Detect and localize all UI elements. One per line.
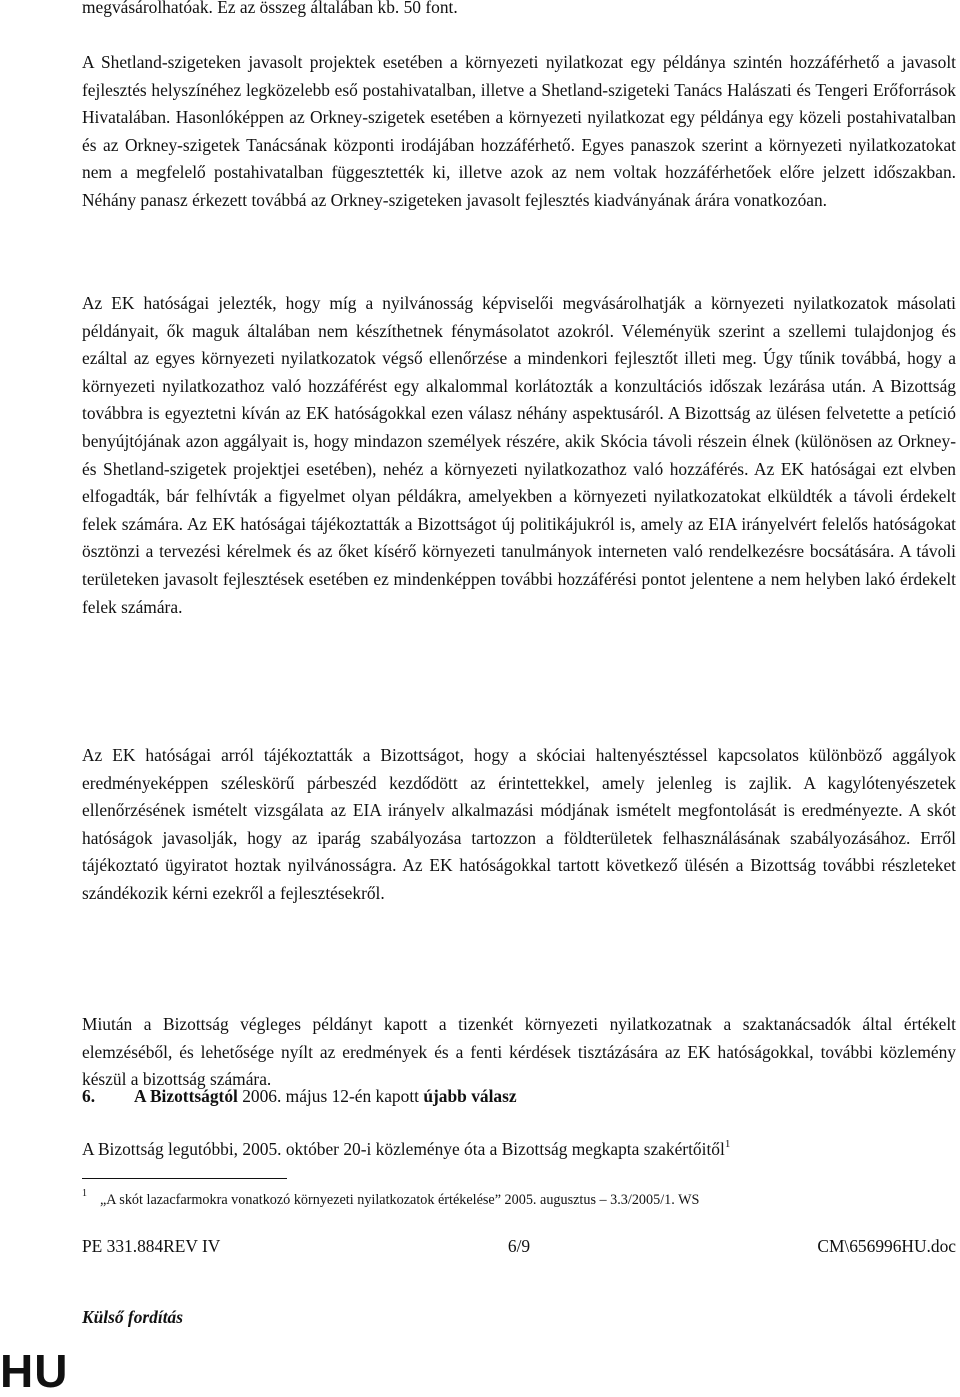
footer-document-reference: PE 331.884REV IV <box>82 1236 221 1256</box>
section-first-line-text: A Bizottság legutóbbi, 2005. október 20-i közleménye óta a Bizottság megkapta szakértőitől <box>82 1139 725 1159</box>
footnote-text: „A skót lazacfarmokra vonatkozó környezeti nyilatkozatok értékelése” 2005. augusztus – 3.3/2005/1. WS <box>100 1192 700 1208</box>
footnote-reference[interactable]: 1 <box>724 1138 731 1150</box>
section-heading-bold-end: újabb válasz <box>423 1086 517 1106</box>
paragraph-2: A Shetland-szigeteken javasolt projektek esetében a környezeti nyilatkozat egy példánya szintén hozzáférhető a javasolt fejlesztés helyszínéhez legközelebb eső postahivatalban, illetve a Shetland-szigeteki Tanács Halászati és Tengeri Erőforrások Hivatalában. Hasonlóképpen az Orkney-szigetek esetében a környezeti nyilatkozat egy példánya egy közeli postahivatalban és az Orkney-szigetek Tanácsának központi irodájában hozzáférhető. Egyes panaszok szerint a környezeti nyilatkozatokat nem a megfelelő postahivatalban függesztették ki, illetve azok az nem voltak hozzáférhetőek előre jelzett időszakban. Néhány panasz érkezett továbbá az Orkney-szigeteken javasolt fejlesztés kiadványának árára vonatkozóan. <box>82 52 956 210</box>
page-footer <box>82 1233 956 1259</box>
footer-file-name: CM\656996HU.doc <box>817 1236 956 1256</box>
section-heading-bold: A Bizottságtól <box>134 1086 238 1106</box>
footer-page-number: 6/9 <box>507 1236 531 1256</box>
paragraph-5: Miután a Bizottság végleges példányt kapott a tizenkét környezeti nyilatkozatnak a szaktanácsadók által értékelt elemzéséből, és lehetősége nyílt az eredmények és a fenti kérdések tisztázására az EK hatóságokkal, további közlemény készül a bizottság számára. <box>82 1014 956 1090</box>
paragraph-3: Az EK hatóságai jelezték, hogy míg a nyilvánosság képviselői megvásárolhatják a környezeti nyilatkozatok másolati példányait, ők maguk általában nem készíthetnek fénymásolatot azokról. Véleményük szerint a szellemi tulajdonjog és ezáltal az egyes környezeti nyilatkozatok végső ellenőrzése a mindenkori fejlesztőt illeti meg. Úgy tűnik továbbá, hogy a környezeti nyilatkozathoz való hozzáférést egy alkalommal korlátozták a konzultációs időszak lezárása után. A Bizottság továbbra is egyeztetni kíván az EK hatóságokkal ezen válasz néhány aspektusáról. A Bizottság az ülésen felvetette a petíció benyújtójának azon aggályait is, hogy mindazon személyek részére, akik Skócia távoli részein élnek (különösen az Orkney- és Shetland-szigetek projektjei esetében), nehéz a környezeti nyilatkozathoz való hozzáférés. Az EK hatóságai ezt elvben elfogadták, bár felhívták a figyelmet olyan példákra, amelyekben a környezeti nyilatkozatokat elküldték a távoli érdekelt felek számára. Az EK hatóságai tájékoztatták a Bizottságot új politikájukról is, amely az EIA irányelvért felelős hatóságokat ösztönzi a tervezési kérelmek és az őket kísérő környezeti tanulmányok interneten való rendelkezésre bocsátására. A távoli területeken javasolt fejlesztések esetében ez mindenképpen további hozzáférési pontot jelentene a nem helyben lakó érdekelt felek számára. <box>82 293 956 617</box>
section-heading-middle: 2006. május 12-én kapott <box>237 1086 424 1106</box>
translation-label: Külső fordítás <box>82 1307 183 1327</box>
language-code: HU <box>0 1345 69 1397</box>
paragraph-1: megvásárolhatóak. Ez az összeg általában kb. 50 font. <box>82 0 458 17</box>
paragraph-4: Az EK hatóságai arról tájékoztatták a Bizottságot, hogy a skóciai haltenyésztéssel kapcsolatos különböző aggályok eredményeképpen széleskörű párbeszéd kezdődött az érintettekkel, amely jelenleg is zajlik. A kagylótenyészetek ellenőrzésének ismételt vizsgálata az EIA irányelv alkalmazási módjának ismételt megfontolását is eredményezte. A skót hatóságok javasolják, hogy az iparág szabályozása tartozzon a földterületek felhasználásának szabályozásához. Erről tájékoztató ügyiratot hoztak nyilvánosságra. Az EK hatóságokkal tartott következő ülésén a Bizottság további részleteket szándékozik kérni ezekről a fejlesztésekről. <box>82 745 956 903</box>
section-number: 6. <box>82 1086 96 1106</box>
footnote-separator <box>82 1178 287 1179</box>
section-heading <box>82 1083 956 1111</box>
footnote-number: 1 <box>82 1188 87 1199</box>
section-first-line <box>82 1131 956 1164</box>
footnote <box>82 1184 956 1210</box>
